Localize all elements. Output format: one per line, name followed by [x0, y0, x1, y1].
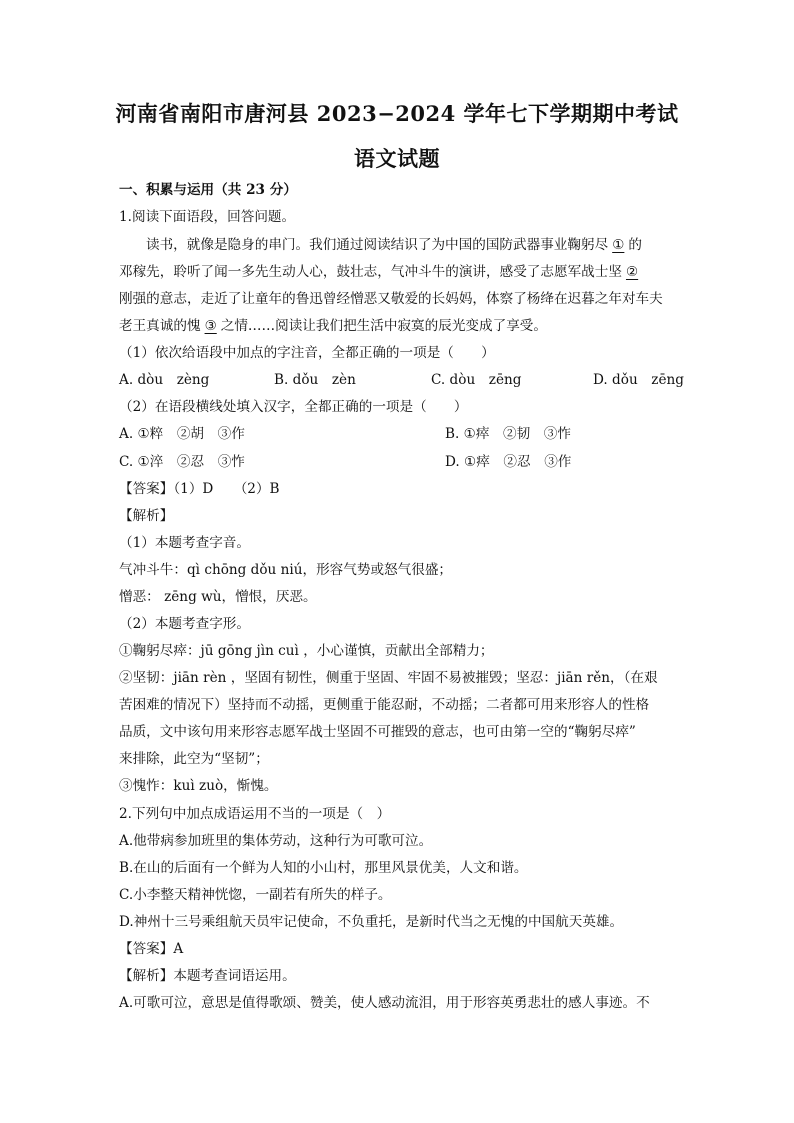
option-b: B. dǒu zèn: [274, 372, 356, 388]
q2-answer: 【答案】A: [119, 941, 184, 957]
analysis-line: （2）本题考查字形。: [119, 616, 250, 632]
blank-3: ③: [204, 318, 217, 334]
option-c: C. dòu zēng: [431, 372, 522, 388]
analysis-line: 憎恶： zēng wù，憎恨，厌恶。: [119, 589, 317, 605]
q1-analysis-heading: 【解析】: [119, 508, 174, 524]
passage-line-1: [146, 236, 642, 254]
passage-text: 老王真诚的愧: [119, 318, 201, 334]
page-subtitle: 语文试题: [354, 146, 440, 171]
blank-1: ①: [612, 237, 625, 253]
q2-option-b: B.在山的后面有一个鲜为人知的小山村，那里风景优美，人文和谐。: [119, 860, 528, 876]
passage-text: 的: [628, 237, 642, 253]
option-d: D. ①瘁 ②忍 ③作: [445, 454, 572, 470]
q1-stem: 1.阅读下面语段，回答问题。: [119, 209, 296, 225]
q1-answer: 【答案】（1）D （2）B: [119, 481, 280, 497]
option-c: C. ①淬 ②忍 ③怍: [119, 454, 245, 470]
analysis-line: 来排除，此空为“坚韧”；: [119, 751, 269, 767]
q1-sub1: （1）依次给语段中加点的字注音，全都正确的一项是（ ）: [119, 345, 495, 361]
analysis-line: A.可歌可泣，意思是值得歌颂、赞美，使人感动流泪，用于形容英勇悲壮的感人事迹。不: [119, 995, 650, 1011]
analysis-line: ③愧怍：kuì zuò，惭愧。: [119, 778, 278, 794]
passage-line-2: [119, 263, 642, 281]
option-d: D. dǒu zēng: [593, 372, 684, 388]
q2-option-c: C.小李整天精神恍惚，一副若有所失的样子。: [119, 887, 392, 903]
page-title: 河南省南阳市唐河县 2023−2024 学年七下学期期中考试: [115, 101, 679, 126]
option-a: A. ①粹 ②胡 ③作: [119, 426, 245, 442]
analysis-line: 气冲斗牛：qì chōng dǒu niú，形容气势或怒气很盛；: [119, 562, 453, 578]
option-a: A. dòu zèng: [119, 372, 210, 388]
q2-stem: 2.下列句中加点成语运用不当的一项是（ ）: [119, 806, 391, 822]
blank-2: ②: [625, 264, 639, 280]
passage-text: 之情……阅读让我们把生活中寂寞的辰光变成了享受。: [220, 318, 547, 334]
section-heading: 一、积累与运用（共 23 分）: [119, 182, 297, 198]
q2-option-a: A.他带病参加班里的集体劳动，这种行为可歌可泣。: [119, 833, 433, 849]
q2-analysis: 【解析】本题考查词语运用。: [119, 968, 296, 984]
analysis-line: ②坚韧：jiān rèn ，坚固有韧性，侧重于坚固、牢固不易被摧毁；坚忍：jiān rěn，（在艰: [119, 670, 658, 686]
q1-sub2: （2）在语段横线处填入汉字，全都正确的一项是（ ）: [119, 399, 468, 415]
passage-line-3: 刚强的意志，走近了让童年的鲁迅曾经憎恶又敬爱的长妈妈，体察了杨绛在迟暮之年对车夫: [119, 291, 663, 307]
passage-text: 读书，就像是隐身的串门。我们通过阅读结识了为中国的国防武器事业鞠躬尽: [146, 237, 609, 253]
analysis-line: ①鞠躬尽瘁：jū gōng jìn cuì ，小心谨慎，贡献出全部精力；: [119, 643, 494, 659]
option-b: B. ①瘁 ②韧 ③怍: [445, 426, 571, 442]
passage-text: 邓稼先，聆听了闻一多先生动人心，鼓壮志，气冲斗牛的演讲，感受了志愿军战士坚: [119, 264, 622, 280]
analysis-line: 品质，文中该句用来形容志愿军战士坚固不可摧毁的意志，也可由第一空的“鞠躬尽瘁”: [119, 724, 636, 740]
analysis-line: （1）本题考查字音。: [119, 535, 250, 551]
passage-line-4: [119, 317, 547, 335]
q2-option-d: D.神州十三号乘组航天员牢记使命，不负重托，是新时代当之无愧的中国航天英雄。: [119, 914, 624, 930]
analysis-line: 苦困难的情况下）坚持而不动摇，更侧重于能忍耐，不动摇；二者都可用来形容人的性格: [119, 697, 650, 713]
